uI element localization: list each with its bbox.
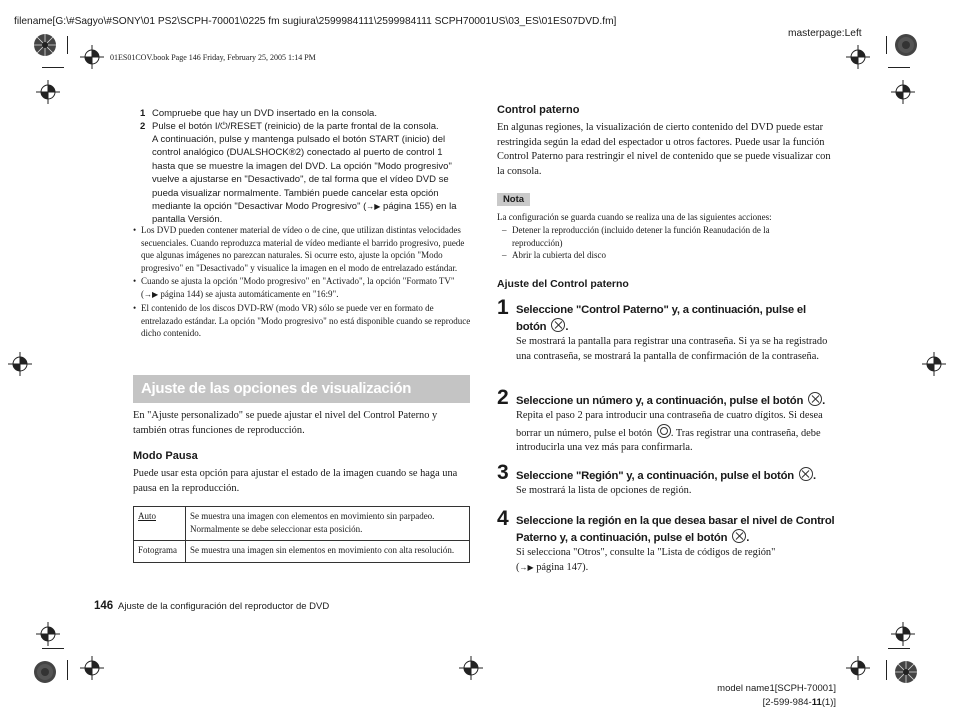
registration-crosshair-icon xyxy=(80,656,104,680)
step-body: Repita el paso 2 para introducir una contraseña de cuatro dígitos. Si desea borrar un número, pulse el botón . Tras registrar una contraseña, debe introducirla una vez más para confirmarla. xyxy=(516,410,823,453)
cross-button-icon xyxy=(799,467,813,481)
step-2-continuation: A continuación, pulse y mantenga pulsado el botón START (inicio) del control analógico (DUALSHOCK®2) conectado al puerto de control 1 hasta que se muestre la imagen del DVD. La opción "Modo progresivo" vuelve a ajustarse en "Desactivado", de tal forma que el vídeo DVD se pueda visualizar normalmente. También puede cancelar esta opción mediante la opción "Desactivar Modo Progresivo" (→▶ página 155) en la pantalla Versión. xyxy=(152,134,457,226)
table-key: Auto xyxy=(134,507,186,541)
list-item: • Cuando se ajusta la opción "Modo progresivo" en "Activado", la opción "Formato TV" (→▶ página 144) se ajusta automáticamente en "16:9". xyxy=(133,275,473,301)
section-title-bar xyxy=(133,375,470,403)
list-item: • Los DVD pueden contener material de vídeo o de cine, que utilizan distintas velocidades secuenciales. Cuando reproduzca material de vídeo mediante el barrido progresivo, puede que algunas imágenes no parezcan naturales. Si ocurre esto, ajuste la opción "Modo progresivo" en "Desactivado" y visualice la imagen en el modo de entrelazado estándar. xyxy=(133,224,473,274)
step-title: Seleccione "Región" y, a continuación, pulse el botón . xyxy=(516,467,846,484)
registration-crosshair-icon xyxy=(8,352,32,376)
cross-button-icon xyxy=(808,392,822,406)
modo-pausa-text: Puede usar esta opción para ajustar el estado de la imagen cuando se haga una pausa en la reproducción. xyxy=(133,468,458,494)
crop-line xyxy=(42,67,64,68)
step-number: 1 xyxy=(497,296,509,319)
registration-crosshair-icon xyxy=(80,45,104,69)
list-item: • El contenido de los discos DVD-RW (modo VR) sólo se puede ver en formato de entrelazado estándar. La opción "Modo progresivo" no está disponible cuando se reproduce dicho contenido. xyxy=(133,302,473,340)
step-number: 2 xyxy=(497,386,509,409)
notes-bullets xyxy=(133,224,473,341)
page-reference-arrow-icon: →▶ xyxy=(519,562,534,572)
crop-line xyxy=(886,36,887,54)
step-1: 1 Compruebe que hay un DVD insertado en la consola. xyxy=(140,108,377,119)
step-body: Si selecciona "Otros", consulte la "Lista de códigos de región" (→▶ página 147). xyxy=(516,547,776,573)
registration-disk-icon xyxy=(894,660,918,684)
model-line-2: [2-599-984-11(1)] xyxy=(762,697,836,708)
control-paterno-text: En algunas regiones, la visualización de cierto contenido del DVD puede estar restringida según la edad del espectador u otros factores. Puede usar la función Control Paterno para restringir el nivel de contenido que se puede visualizar con la consola. xyxy=(497,122,831,177)
step-title: Seleccione "Control Paterno" y, a continuación, pulse el botón . xyxy=(516,304,806,333)
step-body: Se mostrará la lista de opciones de región. xyxy=(516,485,692,496)
crop-line xyxy=(67,660,68,680)
page-caption: Ajuste de la configuración del reproductor de DVD xyxy=(118,601,330,612)
page-reference-arrow-icon: →▶ xyxy=(144,289,159,299)
step-title: Seleccione un número y, a continuación, pulse el botón . xyxy=(516,392,846,409)
cross-button-icon xyxy=(732,529,746,543)
nota-badge: Nota xyxy=(497,193,530,206)
page-reference-arrow-icon: →▶ xyxy=(366,202,381,212)
book-info-line: 01ES01COV.book Page 146 Friday, February 25, 2005 1:14 PM xyxy=(110,53,316,62)
step-2: 2 Pulse el botón I/⏻/RESET (reinicio) de la parte frontal de la consola. xyxy=(140,121,439,132)
circle-button-icon xyxy=(657,424,671,438)
modo-pausa-table xyxy=(133,506,470,563)
model-line-1: model name1[SCPH-70001] xyxy=(717,683,836,694)
table-value: Se muestra una imagen con elementos en movimiento sin parpadeo. Normalmente se debe seleccionar esta posición. xyxy=(186,507,470,541)
step-body: Se mostrará la pantalla para registrar una contraseña. Si ya se ha registrado una contraseña, se mostrará la pantalla de confirmación de la contraseña. xyxy=(516,336,828,362)
registration-crosshair-icon xyxy=(36,80,60,104)
crop-line xyxy=(42,648,64,649)
nota-text: La configuración se guarda cuando se realiza una de las siguientes acciones: xyxy=(497,212,772,222)
step-2-text: Pulse el botón I/⏻/RESET (reinicio) de la parte frontal de la consola. xyxy=(152,121,439,132)
step-number: 4 xyxy=(497,507,509,530)
registration-crosshair-icon xyxy=(36,622,60,646)
registration-crosshair-icon xyxy=(922,352,946,376)
step-title: Seleccione la región en la que desea basar el nivel de Control Paterno y, a continuación, pulse el botón . xyxy=(516,515,835,544)
page-number: 146 xyxy=(94,600,114,612)
table-value: Se muestra una imagen sin elementos en movimiento con alta resolución. xyxy=(186,541,470,563)
ajuste-control-heading: Ajuste del Control paterno xyxy=(497,278,629,290)
crop-line xyxy=(888,67,910,68)
step-number: 3 xyxy=(497,461,509,484)
registration-crosshair-icon xyxy=(846,656,870,680)
table-key: Fotograma xyxy=(134,541,186,563)
list-item: – Abrir la cubierta del disco xyxy=(497,249,807,262)
table-row xyxy=(134,541,470,563)
crop-line xyxy=(888,648,910,649)
nota-list xyxy=(497,224,807,262)
registration-crosshair-icon xyxy=(846,45,870,69)
registration-disk-icon xyxy=(894,33,918,57)
masterpage-label: masterpage:Left xyxy=(788,28,862,39)
section-intro: En "Ajuste personalizado" se puede ajustar el nivel del Control Paterno y también otras funciones de reproducción. xyxy=(133,410,438,436)
registration-disk-icon xyxy=(33,660,57,684)
filename-line: filename[G:\#Sagyo\#SONY\01 PS2\SCPH-70001\0225 fm sugiura\2599984111\2599984111 SCPH70001US\03_ES\01ES07DVD.fm] xyxy=(14,16,617,27)
step-1-text: Compruebe que hay un DVD insertado en la consola. xyxy=(152,108,377,119)
crop-line xyxy=(67,36,68,54)
registration-crosshair-icon xyxy=(891,622,915,646)
modo-pausa-heading: Modo Pausa xyxy=(133,450,198,462)
registration-disk-icon xyxy=(33,33,57,57)
crop-line xyxy=(886,660,887,680)
registration-crosshair-icon xyxy=(891,80,915,104)
list-item: – Detener la reproducción (incluido detener la función Reanudación de la reproducción) xyxy=(497,224,807,249)
section-title: Ajuste de las opciones de visualización xyxy=(141,380,412,397)
table-row xyxy=(134,507,470,541)
control-paterno-heading: Control paterno xyxy=(497,104,580,116)
cross-button-icon xyxy=(551,318,565,332)
registration-crosshair-icon xyxy=(459,656,483,680)
